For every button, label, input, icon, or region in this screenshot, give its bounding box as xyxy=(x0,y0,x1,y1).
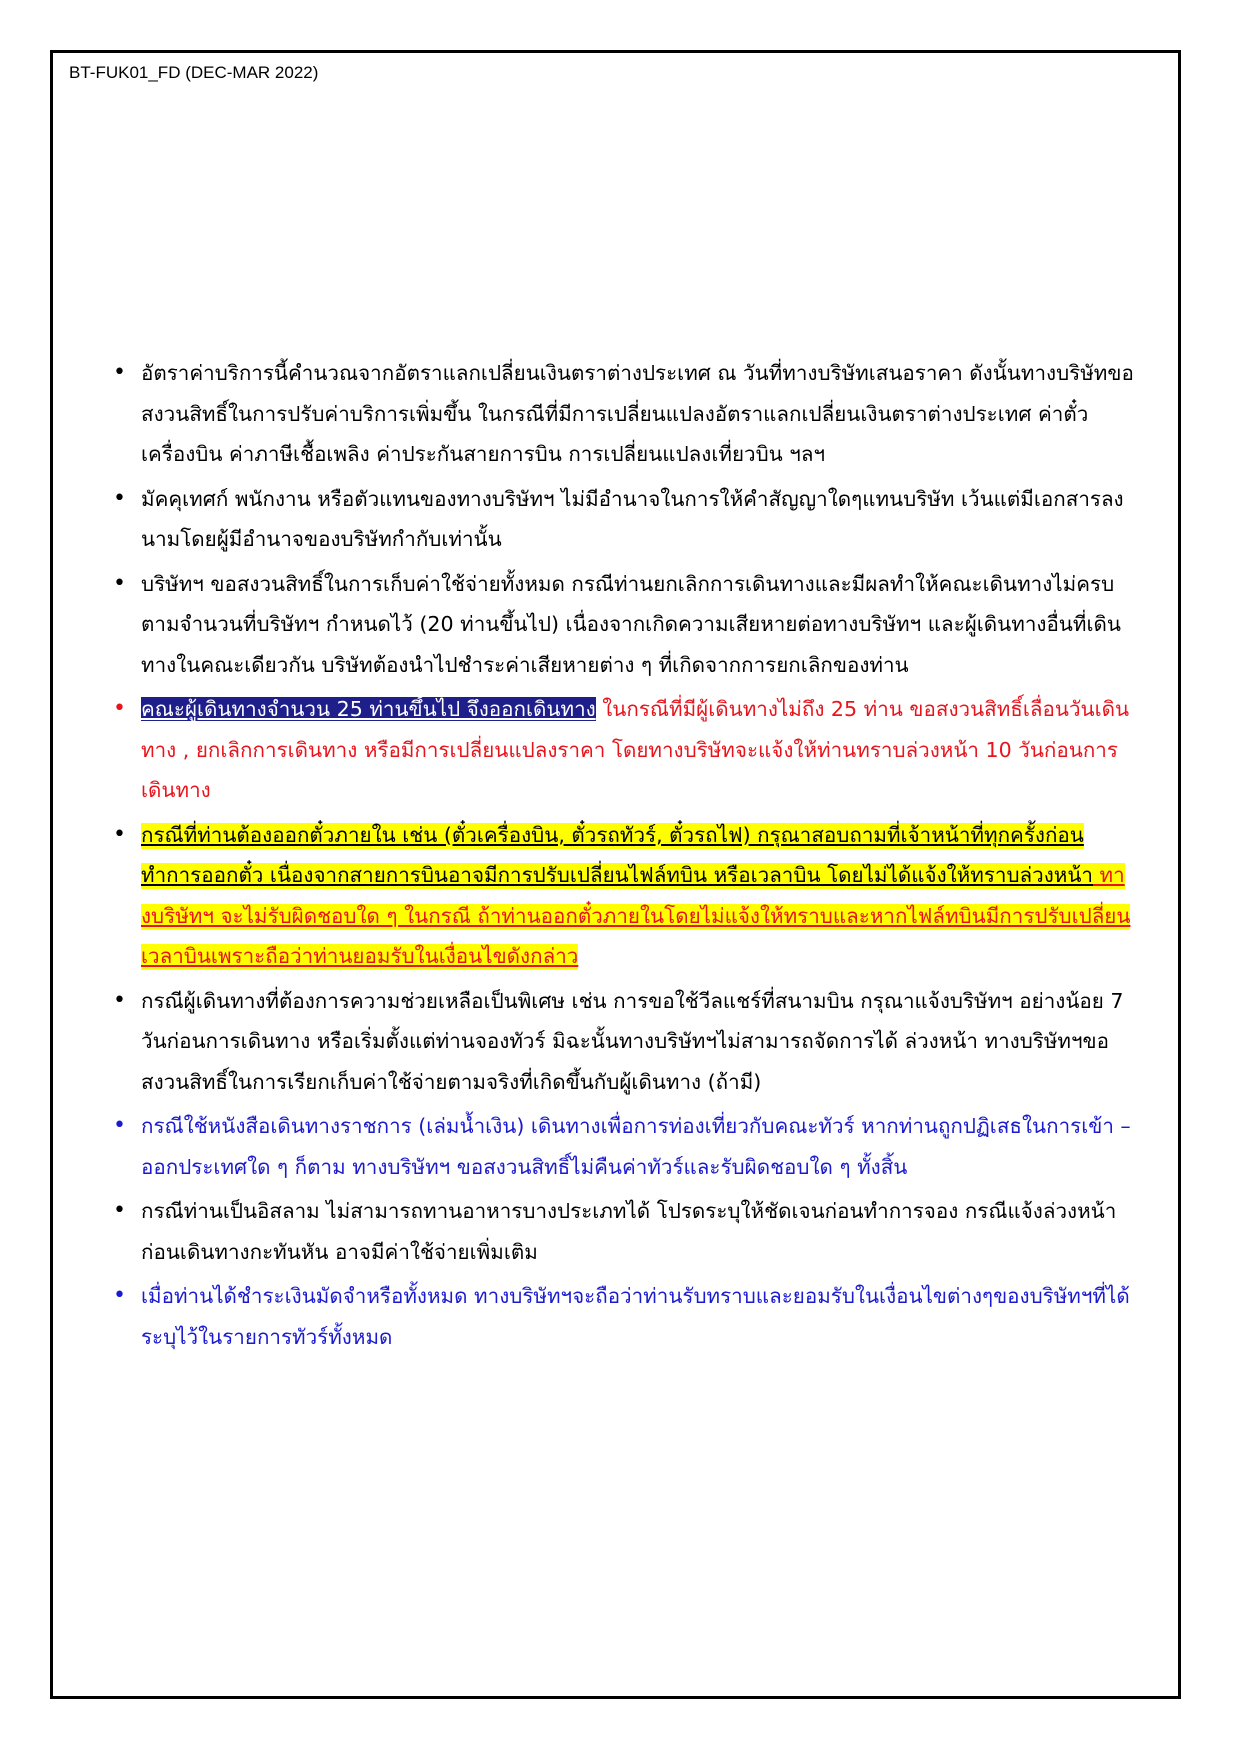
term-item-official-passport xyxy=(115,1106,1141,1187)
term-text: กรณีใช้หนังสือเดินทางราชการ (เล่มน้ำเงิน) เดินทางเพื่อการท่องเที่ยวกับคณะทัวร์ หากท่านถูกปฏิเสธในการเข้า – ออกประเทศใด ๆ ก็ตาม ทางบริษัทฯ ขอสงวนสิทธิ์ไม่คืนค่าทัวร์และรับผิดชอบใด ๆ ทั้งสิ้น xyxy=(141,1114,1131,1179)
term-item-special-assistance xyxy=(115,981,1141,1103)
term-item-minimum-group xyxy=(115,689,1141,811)
term-item-halal-food xyxy=(115,1191,1141,1272)
document-code: BT-FUK01_FD (DEC-MAR 2022) xyxy=(69,63,319,82)
term-text: บริษัทฯ ขอสงวนสิทธิ์ในการเก็บค่าใช้จ่ายทั้งหมด กรณีท่านยกเลิกการเดินทางและมีผลทำให้คณะเดินทางไม่ครบตามจำนวนที่บริษัทฯ กำหนดไว้ (20 ท่านขึ้นไป) เนื่องจากเกิดความเสียหายต่อทางบริษัทฯ และผู้เดินทางอื่นที่เดินทางในคณะเดียวกัน บริษัทต้องนำไปชำระค่าเสียหายต่าง ๆ ที่เกิดจากการยกเลิกของท่าน xyxy=(141,571,1121,677)
term-highlight-no-responsibility: ทางบริษัทฯ จะไม่รับผิดชอบใด ๆ ในกรณี ถ้าท่านออกตั๋วภายในโดยไม่แจ้งให้ทราบและหากไฟล์ทบินมีการปรับเปลี่ยนเวลาบินเพราะถือว่าท่านยอมรับในเงื่อนไขดังกล่าว xyxy=(141,863,1131,968)
term-item-guide-authority xyxy=(115,479,1141,560)
term-item-domestic-tickets xyxy=(115,815,1141,977)
term-highlight-min-group: คณะผู้เดินทางจำนวน 25 ท่านขึ้นไป จึงออกเดินทาง xyxy=(141,697,596,721)
terms-list xyxy=(115,353,1141,1357)
term-text: กรณีท่านเป็นอิสลาม ไม่สามารถทานอาหารบางประเภทได้ โปรดระบุให้ชัดเจนก่อนทำการจอง กรณีแจ้งล่วงหน้าก่อนเดินทางกะทันหัน อาจมีค่าใช้จ่ายเพิ่มเติม xyxy=(141,1199,1117,1264)
term-text: เมื่อท่านได้ชำระเงินมัดจำหรือทั้งหมด ทางบริษัทฯจะถือว่าท่านรับทราบและยอมรับในเงื่อนไขต่างๆของบริษัทฯที่ได้ระบุไว้ในรายการทัวร์ทั้งหมด xyxy=(141,1284,1130,1349)
term-item-cancellation-fee xyxy=(115,564,1141,686)
term-text: อัตราค่าบริการนี้คำนวณจากอัตราแลกเปลี่ยนเงินตราต่างประเทศ ณ วันที่ทางบริษัทเสนอราคา ดังนั้นทางบริษัทขอสงวนสิทธิ์ในการปรับค่าบริการเพิ่มขึ้น ในกรณีที่มีการเปลี่ยนแปลงอัตราแลกเปลี่ยนเงินตราต่างประเทศ ค่าตั๋วเครื่องบิน ค่าภาษีเชื้อเพลิง ค่าประกันสายการบิน การเปลี่ยนแปลงเที่ยวบิน ฯลฯ xyxy=(141,361,1134,466)
term-item-exchange-rate xyxy=(115,353,1141,475)
term-text: ในกรณีที่มีผู้เดินทางไม่ถึง 25 ท่าน ขอสงวนสิทธิ์เลื่อนวันเดินทาง , ยกเลิกการเดินทาง หรือมีการเปลี่ยนแปลงราคา โดยทางบริษัทจะแจ้งให้ท่านทราบล่วงหน้า 10 วันก่อนการเดินทาง xyxy=(141,697,1130,802)
page-frame xyxy=(50,50,1181,1699)
term-text: มัคคุเทศก์ พนักงาน หรือตัวแทนของทางบริษัทฯ ไม่มีอำนาจในการให้คำสัญญาใดๆแทนบริษัท เว้นแต่มีเอกสารลงนามโดยผู้มีอำนาจของบริษัทกำกับเท่านั้น xyxy=(141,486,1124,551)
term-text: กรณีผู้เดินทางที่ต้องการความช่วยเหลือเป็นพิเศษ เช่น การขอใช้วีลแชร์ที่สนามบิน กรุณาแจ้งบริษัทฯ อย่างน้อย 7 วันก่อนการเดินทาง หรือเริ่มตั้งแต่ท่านจองทัวร์ มิฉะนั้นทางบริษัทฯไม่สามารถจัดการได้ ล่วงหน้า ทางบริษัทฯขอสงวนสิทธิ์ในการเรียกเก็บค่าใช้จ่ายตามจริงที่เกิดขึ้นกับผู้เดินทาง (ถ้ามี) xyxy=(141,988,1124,1094)
term-highlight-domestic-tickets: กรณีที่ท่านต้องออกตั๋วภายใน เช่น (ตั๋วเครื่องบิน, ตั๋วรถทัวร์, ตั๋วรถไฟ) กรุณาสอบถามที่เจ้าหน้าที่ทุกครั้งก่อนทำการออกตั๋ว เนื่องจากสายการบินอาจมีการปรับเปลี่ยนไฟล์ทบิน หรือเวลาบิน โดยไม่ได้แจ้งให้ทราบล่วงหน้า xyxy=(141,822,1093,887)
term-item-acceptance xyxy=(115,1276,1141,1357)
